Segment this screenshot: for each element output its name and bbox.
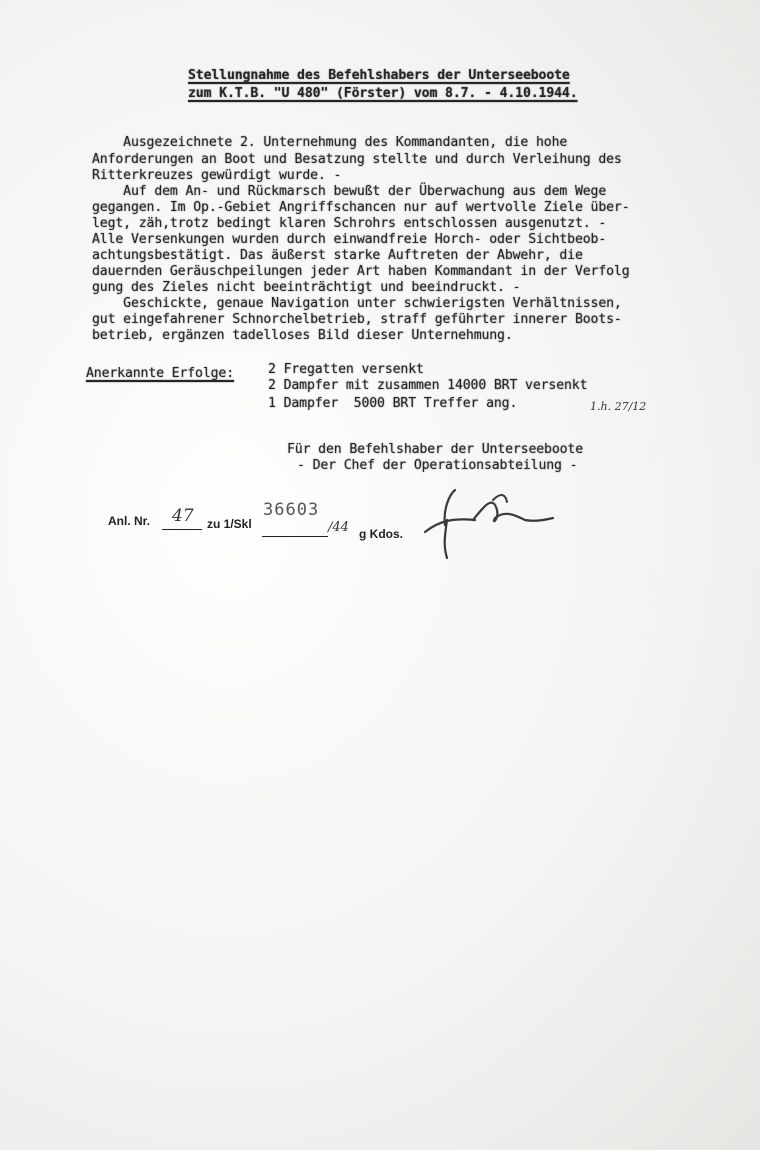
signature-line-2: - Der Chef der Operationsabteilung - xyxy=(297,458,578,473)
body-line: Geschickte, genaue Navigation unter schwierigsten Verhältnissen, xyxy=(92,296,622,311)
body-line: betrieb, ergänzen tadelloses Bild dieser Unternehmung. xyxy=(92,328,513,343)
signature-line-1: Für den Befehlshaber der Unterseeboote xyxy=(287,442,584,457)
success-item: 2 Dampfer mit zusammen 14000 BRT versenkt xyxy=(268,378,588,393)
document-title-line-1: Stellungnahme des Befehlshabers der Unterseeboote xyxy=(188,68,570,83)
stamp-reference-number: 36603 xyxy=(263,500,320,520)
document-title-line-2: zum K.T.B. "U 480" (Förster) vom 8.7. - 4.10.1944. xyxy=(188,86,578,101)
body-line: Ausgezeichnete 2. Unternehmung des Kommandanten, die hohe xyxy=(92,135,568,150)
body-line: Auf dem An- und Rückmarsch bewußt der Überwachung aus dem Wege xyxy=(92,184,607,199)
body-line: gung des Zieles nicht beeinträchtigt und beeindruckt. - xyxy=(92,280,521,295)
stamp-suffix: g Kdos. xyxy=(359,527,403,541)
success-item: 1 Dampfer 5000 BRT Treffer ang. xyxy=(268,396,518,411)
stamp-anl-number: 47 xyxy=(172,506,194,526)
handwritten-signature xyxy=(415,480,565,560)
stamp-underline xyxy=(262,536,328,537)
body-line: achtungsbestätigt. Das äußerst starke Auftreten der Abwehr, die xyxy=(92,248,583,263)
success-item: 2 Fregatten versenkt xyxy=(268,362,424,377)
body-line: gut eingefahrener Schnorchelbetrieb, straff geführter innerer Boots- xyxy=(92,312,622,327)
stamp-underline xyxy=(162,529,202,530)
successes-label: Anerkannte Erfolge: xyxy=(86,366,235,381)
body-line: gegangen. Im Op.-Gebiet Angriffschancen nur auf wertvolle Ziele über- xyxy=(92,200,630,215)
stamp-zu-label: zu 1/Skl xyxy=(207,517,252,531)
stamp-slash-number: /44 xyxy=(328,520,349,535)
body-line: dauernden Geräuschpeilungen jeder Art haben Kommandant in der Verfolg xyxy=(92,264,630,279)
stamp-prefix: Anl. Nr. xyxy=(108,514,151,528)
handwritten-note: 1.h. 27/12 xyxy=(590,400,647,413)
body-line: Alle Versenkungen wurden durch einwandfreie Horch- oder Sichtbeob- xyxy=(92,232,607,247)
body-line: Ritterkreuzes gewürdigt wurde. - xyxy=(92,168,342,183)
body-line: Anforderungen an Boot und Besatzung stellte und durch Verleihung des xyxy=(92,152,622,167)
body-line: legt, zäh,trotz bedingt klaren Schrohrs entschlossen ausgenutzt. - xyxy=(92,216,607,231)
